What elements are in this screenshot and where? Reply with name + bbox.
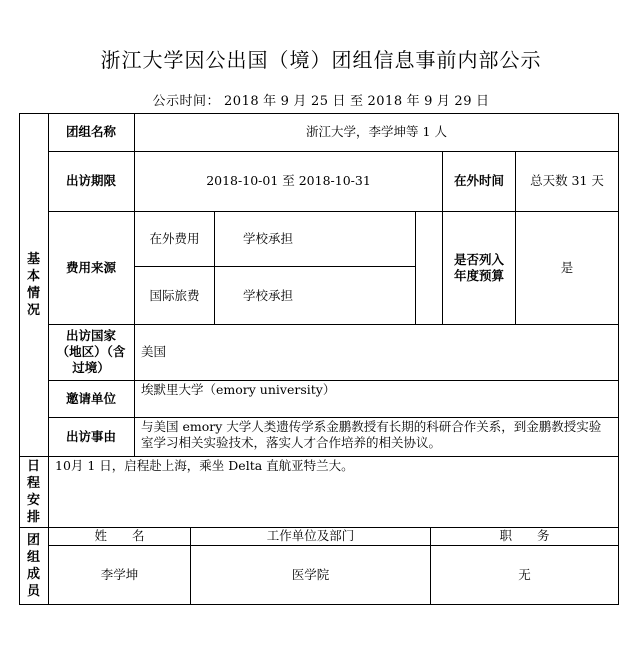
intl-travel-label: 国际旅费 (149, 287, 200, 303)
page-title: 浙江大学因公出国（境）团组信息事前内部公示 (100, 48, 542, 72)
inviter-label: 邀请单位 (65, 390, 116, 406)
abroad-time-label: 在外时间 (453, 173, 504, 188)
member-position: 无 (518, 567, 531, 582)
purpose-value: 与美国 emory 大学人类遗传学系金鹏教授有长期的科研合作关系，到金鹏教授实验室学习相关实验技术，落实人才合作培养的相关协议。 (141, 419, 602, 450)
start-month: 9 (280, 94, 290, 109)
itinerary-text: 10月 1 日，启程赴上海，乘坐 Delta 直航亚特兰大。 (55, 458, 354, 473)
end-month: 9 (424, 94, 433, 109)
publicity-period: 公示时间： 2018 年 9 月 25 日 至 2018 年 9 月 29 日 (152, 94, 490, 109)
members-section-label: 团 组 成 员 (26, 532, 40, 599)
group-name-value: 浙江大学，李学坤等 1 人 (306, 124, 447, 139)
purpose-label: 出访事由 (65, 428, 116, 444)
abroad-time-value: 总天数 31 天 (530, 173, 604, 188)
period-label: 出访期限 (65, 173, 116, 188)
basic-section-label: 基 本 情 况 (26, 251, 40, 318)
itinerary-section-label: 日 程 安 排 (26, 458, 40, 525)
group-name-label: 团组名称 (65, 124, 116, 139)
intl-travel-value: 学校承担 (243, 287, 294, 303)
start-day: 25 (310, 94, 329, 109)
country-label: 出访国家（地区）（含过境） (56, 328, 126, 375)
abroad-cost-value: 学校承担 (243, 230, 294, 246)
budget-label: 是否列入年度预算 (453, 251, 504, 283)
member-name: 李学坤 (100, 567, 139, 582)
member-unit: 医学院 (291, 567, 330, 582)
inviter-value: 埃默里大学（emory university） (141, 382, 336, 397)
budget-value: 是 (560, 259, 574, 275)
funding-label: 费用来源 (65, 259, 116, 275)
end-day: 29 (454, 94, 472, 109)
country-value: 美国 (141, 344, 167, 359)
member-header-name: 姓 名 (94, 528, 145, 543)
abroad-cost-label: 在外费用 (149, 230, 200, 246)
publicity-label: 公示时间： (152, 94, 221, 109)
period-value: 2018-10-01 至 2018-10-31 (206, 173, 371, 188)
member-header-unit: 工作单位及部门 (266, 528, 355, 543)
start-year: 2018 (224, 94, 260, 109)
end-year: 2018 (367, 94, 403, 109)
member-header-position: 职 务 (499, 528, 550, 543)
